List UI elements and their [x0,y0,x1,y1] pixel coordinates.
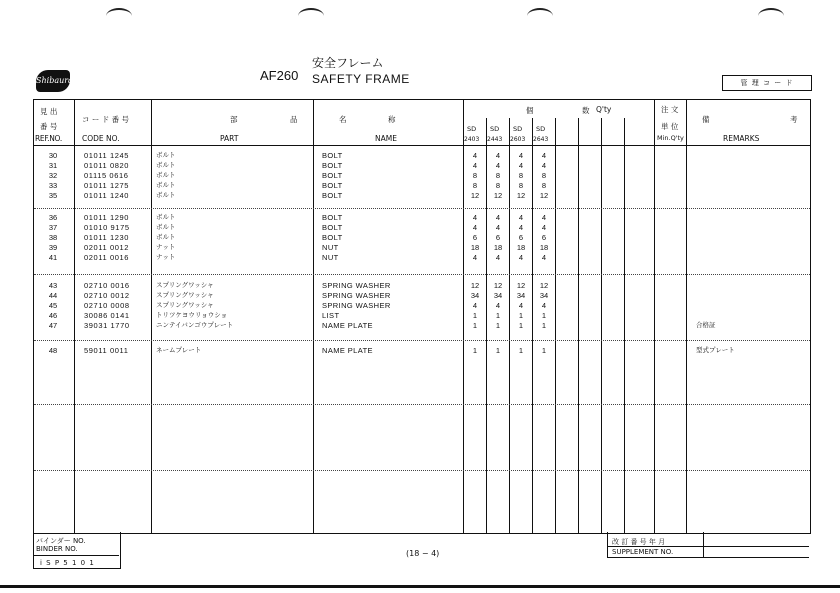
part-header-jp: 部 [230,115,238,124]
table-row [34,281,810,290]
qty-value: 1 [541,346,547,355]
qty-value: 4 [518,223,524,232]
part-name: BOLT [322,233,343,242]
ref-number: 45 [48,301,58,310]
qty-value: 8 [518,171,524,180]
part-name: BOLT [322,223,343,232]
qty-value: 1 [518,346,524,355]
qty-value: 18 [539,243,549,252]
binder-label-jp: バインダー NO. [36,537,86,545]
part-code: 02710 0012 [84,291,130,300]
part-name-jp: ボルト [156,151,176,159]
qty-value: 1 [518,311,524,320]
qty-value: 4 [541,161,547,170]
qty-value: 4 [472,301,478,310]
part-code: 02011 0016 [84,253,130,262]
part-code: 01011 1290 [84,213,130,222]
part-name: BOLT [322,191,343,200]
qty-value: 18 [470,243,480,252]
qty-value: 34 [470,291,480,300]
qty-value: 12 [470,191,480,200]
part-code: 01011 1275 [84,181,130,190]
order-unit-header-jp: 注 文 [661,105,679,114]
ref-number: 38 [48,233,58,242]
qty-value: 12 [539,191,549,200]
qty-value: 1 [541,311,547,320]
part-name-jp: ナット [156,253,176,261]
table-row [34,291,810,300]
qty-value: 18 [516,243,526,252]
part-code: 30086 0141 [84,311,130,320]
qty-value: 8 [472,171,478,180]
qty-value: 4 [472,253,478,262]
order-unit-header-jp: 単 位 [661,122,679,131]
ref-number: 35 [48,191,58,200]
page-title: SAFETY FRAME [312,72,410,86]
table-row [34,213,810,222]
part-name: SPRING WASHER [322,291,391,300]
qty-value: 8 [472,181,478,190]
part-name: SPRING WASHER [322,301,391,310]
part-name-jp: スプリングワッシャ [156,301,214,309]
ref-number: 37 [48,223,58,232]
qty-value: 4 [495,151,501,160]
part-code: 01011 1240 [84,191,130,200]
code-header-jp: コ ー ド 番 号 [82,115,130,124]
qty-value: 6 [541,233,547,242]
qty-value: 4 [541,223,547,232]
part-code: 01011 1230 [84,233,130,242]
qty-value: 8 [541,171,547,180]
part-name: BOLT [322,161,343,170]
remarks-header-jp: 備 [702,115,710,124]
qty-value: 4 [541,151,547,160]
name-header-jp: 称 [388,115,396,124]
ref-header-jp: 見 出 [40,107,58,116]
table-row [34,181,810,190]
ref-number: 39 [48,243,58,252]
part-name-jp: トリツケヨウリョウショ [156,311,228,319]
part-name: NUT [322,253,339,262]
ref-header-jp: 番 号 [40,122,58,131]
part-name-jp: ニンテイバンゴウプレート [156,321,234,329]
qty-value: 4 [541,253,547,262]
qty-value: 4 [472,151,478,160]
remark-text: 合格証 [696,321,716,329]
ref-number: 44 [48,291,58,300]
part-name-jp: ボルト [156,223,176,231]
binder-number: i S P 5 1 0 1 [40,559,95,567]
part-name-jp: スプリングワッシャ [156,291,214,299]
ref-number: 31 [48,161,58,170]
qty-value: 18 [493,243,503,252]
ref-number: 43 [48,281,58,290]
qty-value: 12 [516,191,526,200]
qty-value: 4 [495,223,501,232]
part-name-jp: ボルト [156,171,176,179]
model-sd-label: SD [536,125,546,133]
qty-value: 4 [495,213,501,222]
part-code: 02710 0016 [84,281,130,290]
supplement-label-jp: 改 訂 番 号 年 月 [612,538,666,546]
model-number-label: 2443 [487,136,503,143]
qty-value: 4 [495,161,501,170]
qty-value: 1 [495,321,501,330]
qty-value: 8 [495,171,501,180]
ref-number: 36 [48,213,58,222]
name-header: NAME [375,134,397,143]
part-name-jp: ネームプレート [156,346,202,354]
remarks-header-jp: 考 [790,115,798,124]
qty-value: 1 [495,311,501,320]
remark-text: 型式プレート [696,346,735,354]
table-row [34,253,810,262]
part-code: 01011 0820 [84,161,130,170]
table-row [34,223,810,232]
qty-value: 6 [518,233,524,242]
ref-number: 48 [48,346,58,355]
qty-value: 4 [472,213,478,222]
part-code: 59011 0011 [84,346,129,355]
part-name-jp: ボルト [156,161,176,169]
qty-header: Q'ty [596,105,612,114]
model-sd-label: SD [513,125,523,133]
qty-value: 4 [541,213,547,222]
qty-header-jp: 数 [582,106,590,115]
part-code: 01011 1245 [84,151,130,160]
management-code-box: 管 理 コ ー ド [722,75,812,91]
qty-value: 12 [493,281,503,290]
qty-value: 1 [472,346,478,355]
part-name-jp: スプリングワッシャ [156,281,214,289]
table-row [34,243,810,252]
punch-hole-arc [758,8,784,24]
qty-value: 8 [541,181,547,190]
table-row [34,321,810,330]
part-name: BOLT [322,151,343,160]
part-name: LIST [322,311,340,320]
part-name-jp: ボルト [156,191,176,199]
ref-header: REF.NO. [35,134,62,143]
company-logo: Shibaura [36,70,70,92]
model-number-label: 2643 [533,136,549,143]
qty-value: 8 [518,181,524,190]
qty-value: 4 [518,301,524,310]
part-name-jp: ボルト [156,233,176,241]
qty-value: 1 [495,346,501,355]
page-number: (18 − 4) [406,549,440,558]
qty-value: 4 [518,253,524,262]
table-row [34,191,810,200]
part-name: NAME PLATE [322,346,373,355]
table-row [34,171,810,180]
qty-value: 1 [541,321,547,330]
qty-value: 8 [495,181,501,190]
remarks-header: REMARKS [723,134,760,143]
part-name-jp: ボルト [156,213,176,221]
qty-value: 1 [472,311,478,320]
qty-header-jp: 個 [526,106,534,115]
part-name: BOLT [322,181,343,190]
qty-value: 12 [470,281,480,290]
qty-value: 12 [493,191,503,200]
punch-hole-arc [527,8,553,24]
qty-value: 6 [472,233,478,242]
model-number-label: 2603 [510,136,526,143]
qty-value: 34 [539,291,549,300]
model-sd-label: SD [467,125,477,133]
qty-value: 4 [518,151,524,160]
part-header: PART [220,134,239,143]
punch-hole-arc [298,8,324,24]
part-name: BOLT [322,171,343,180]
part-name: NAME PLATE [322,321,373,330]
ref-number: 32 [48,171,58,180]
ref-number: 33 [48,181,58,190]
qty-value: 34 [493,291,503,300]
supplement-label: SUPPLEMENT NO. [612,548,674,556]
qty-value: 4 [518,161,524,170]
table-row [34,161,810,170]
qty-value: 4 [541,301,547,310]
page-title-japanese: 安全フレーム [312,56,384,70]
model-sd-label: SD [490,125,500,133]
qty-value: 4 [518,213,524,222]
part-name: NUT [322,243,339,252]
part-name: BOLT [322,213,343,222]
punch-hole-arc [106,8,132,24]
code-header: CODE NO. [82,134,120,143]
parts-table [33,99,811,534]
model-number: AF260 [260,68,299,83]
qty-value: 4 [495,301,501,310]
part-code: 01010 9175 [84,223,130,232]
qty-value: 12 [516,281,526,290]
qty-value: 4 [472,161,478,170]
qty-value: 12 [539,281,549,290]
part-code: 02011 0012 [84,243,130,252]
page-bottom-rule [0,585,840,588]
table-row [34,233,810,242]
table-row [34,151,810,160]
qty-value: 4 [472,223,478,232]
name-header-jp: 名 [339,115,347,124]
qty-value: 34 [516,291,526,300]
part-name: SPRING WASHER [322,281,391,290]
table-row [34,301,810,310]
table-row [34,311,810,320]
min-qty-header: Min.Q'ty [657,134,684,142]
qty-value: 4 [495,253,501,262]
part-code: 39031 1770 [84,321,130,330]
ref-number: 47 [48,321,58,330]
ref-number: 41 [48,253,58,262]
ref-number: 30 [48,151,58,160]
qty-value: 1 [518,321,524,330]
qty-value: 1 [472,321,478,330]
part-code: 02710 0008 [84,301,130,310]
model-number-label: 2403 [464,136,480,143]
part-code: 01115 0616 [84,171,129,180]
ref-number: 46 [48,311,58,320]
part-header-jp: 品 [290,115,298,124]
binder-label: BINDER NO. [36,545,78,553]
part-name-jp: ナット [156,243,176,251]
table-row [34,346,810,355]
part-name-jp: ボルト [156,181,176,189]
qty-value: 6 [495,233,501,242]
